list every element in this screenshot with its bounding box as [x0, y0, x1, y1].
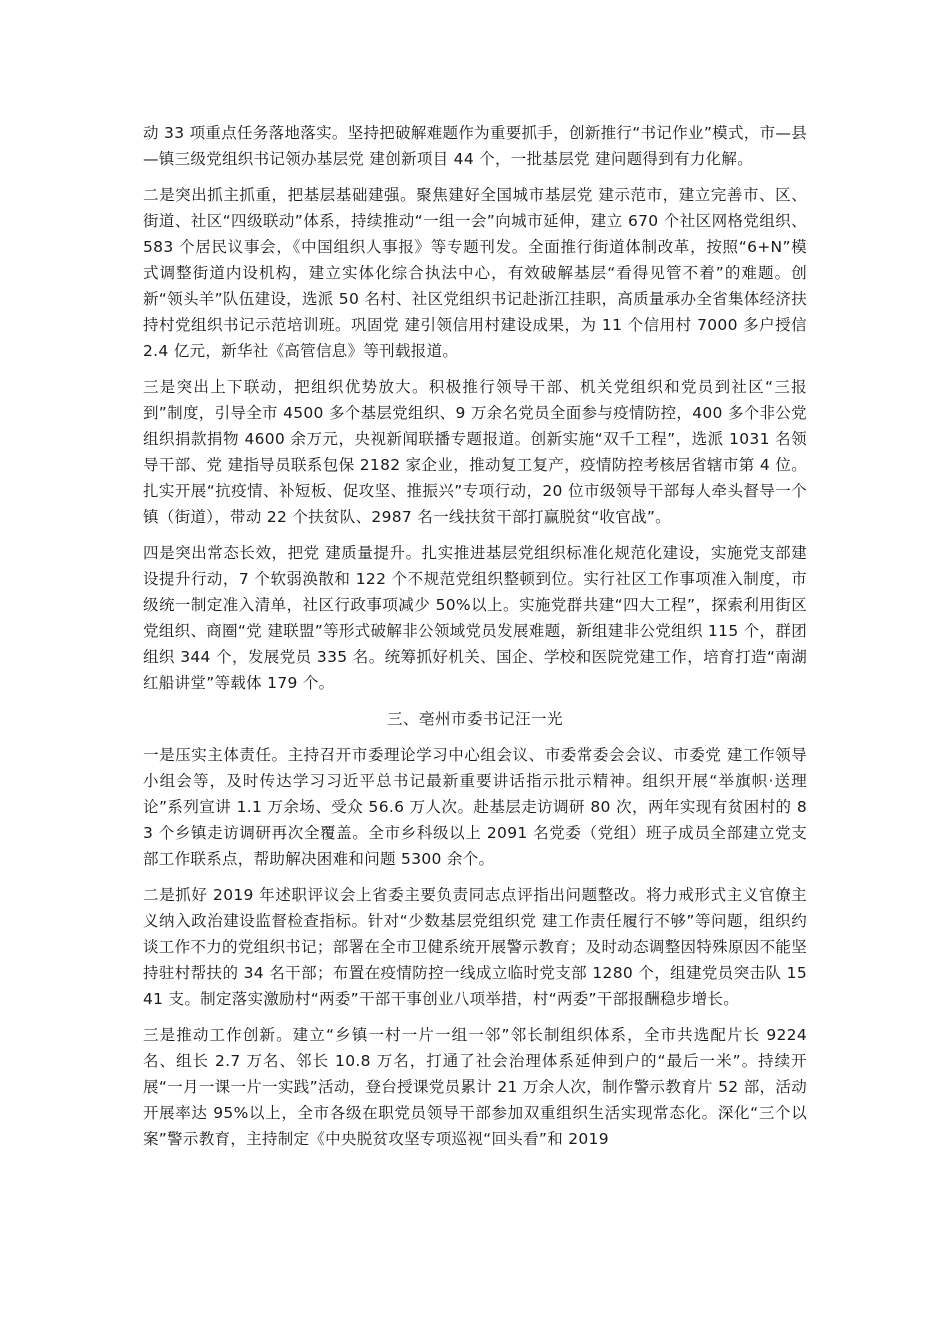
- paragraph-four-quality: 四是突出常态长效，把党 建质量提升。扎实推进基层党组织标准化规范化建设，实施党支部建设提升行动，7 个软弱涣散和 122 个不规范党组织整顿到位。实行社区工作事项准入制度，市级统一制定准入清单，社区行政事项减少 50%以上。实施党群共建“四大工程”，探索利用街区党组织、商圈“党 建联盟”等形式破解非公领域党员发展难题，新组建非公党组织 115 个，群团组织 344 个，发展党员 335 名。统筹抓好机关、国企、学校和医院党建工作，培育打造“南湖红船讲堂”等载体 179 个。: [143, 544, 807, 692]
- paragraph-two-grassroots: 二是突出抓主抓重，把基层基础建强。聚焦建好全国城市基层党 建示范市，建立完善市、区、街道、社区“四级联动”体系，持续推动“一组一会”向城市延伸，建立 670 个社区网格党组织、583 个居民议事会，《中国组织人事报》等专题刊发。全面推行街道体制改革，按照“6+N”模式调整街道内设机构，建立实体化综合执法中心，有效破解基层“看得见管不着”的难题。创新“领头羊”队伍建设，选派 50 名村、社区党组织书记赴浙江挂职，高质量承办全省集体经济扶持村党组织书记示范培训班。巩固党 建引领信用村建设成果，为 11 个信用村 7000 多户授信 2.4 亿元，新华社《高管信息》等刊载报道。: [143, 186, 807, 360]
- paragraph-three-innovation: 三是推动工作创新。建立“乡镇一村一片一组一邻”邻长制组织体系，全市共选配片长 9224 名、组长 2.7 万名、邻长 10.8 万名，打通了社会治理体系延伸到户的“最后一米”。持续开展“一月一课一片一实践”活动，登台授课党员累计 21 万余人次，制作警示教育片 52 部，活动开展率达 95%以上，全市各级在职党员领导干部参加双重组织生活实现常态化。深化“三个以案”警示教育，主持制定《中央脱贫攻坚专项巡视“回头看”和 2019: [143, 1026, 807, 1148]
- paragraph-two-rectification: 二是抓好 2019 年述职评议会上省委主要负责同志点评指出问题整改。将力戒形式主义官僚主义纳入政治建设监督检查指标。针对“少数基层党组织党 建工作责任履行不够”等问题，组织约谈工作不力的党组织书记；部署在全市卫健系统开展警示教育；及时动态调整因特殊原因不能坚持驻村帮扶的 34 名干部；布置在疫情防控一线成立临时党支部 1280 个，组建党员突击队 1541 支。制定落实激励村“两委”干部干事创业八项举措，村“两委”干部报酬稳步增长。: [143, 886, 807, 1008]
- section-heading: 三、亳州市委书记汪一光: [386, 710, 563, 728]
- paragraph-continuation: 动 33 项重点任务落地落实。坚持把破解难题作为重要抓手，创新推行“书记作业”模式，市—县—镇三级党组织书记领办基层党 建创新项目 44 个，一批基层党 建问题得到有力化解。: [143, 124, 807, 168]
- paragraph-one-responsibility: 一是压实主体责任。主持召开市委理论学习中心组会议、市委常委会会议、市委党 建工作领导小组会等，及时传达学习习近平总书记最新重要讲话指示批示精神。组织开展“举旗帜·送理论”系列宣讲 1.1 万余场、受众 56.6 万人次。赴基层走访调研 80 次，两年实现有贫困村的 83 个乡镇走访调研再次全覆盖。全市乡科级以上 2091 名党委（党组）班子成员全部建立党支部工作联系点，帮助解决困难和问题 5300 余个。: [143, 746, 807, 868]
- paragraph-three-linkage: 三是突出上下联动，把组织优势放大。积极推行领导干部、机关党组织和党员到社区“三报到”制度，引导全市 4500 多个基层党组织、9 万余名党员全面参与疫情防控，400 多个非公党组织捐款捐物 4600 余万元，央视新闻联播专题报道。创新实施“双千工程”，选派 1031 名领导干部、党 建指导员联系包保 2182 家企业，推动复工复产，疫情防控考核居省辖市第 4 位。扎实开展“抗疫情、补短板、促攻坚、推振兴”专项行动，20 位市级领导干部每人牵头督导一个镇（街道），带动 22 个扶贫队、2987 名一线扶贫干部打赢脱贫“收官战”。: [143, 378, 807, 526]
- document-page: [143, 120, 807, 1162]
